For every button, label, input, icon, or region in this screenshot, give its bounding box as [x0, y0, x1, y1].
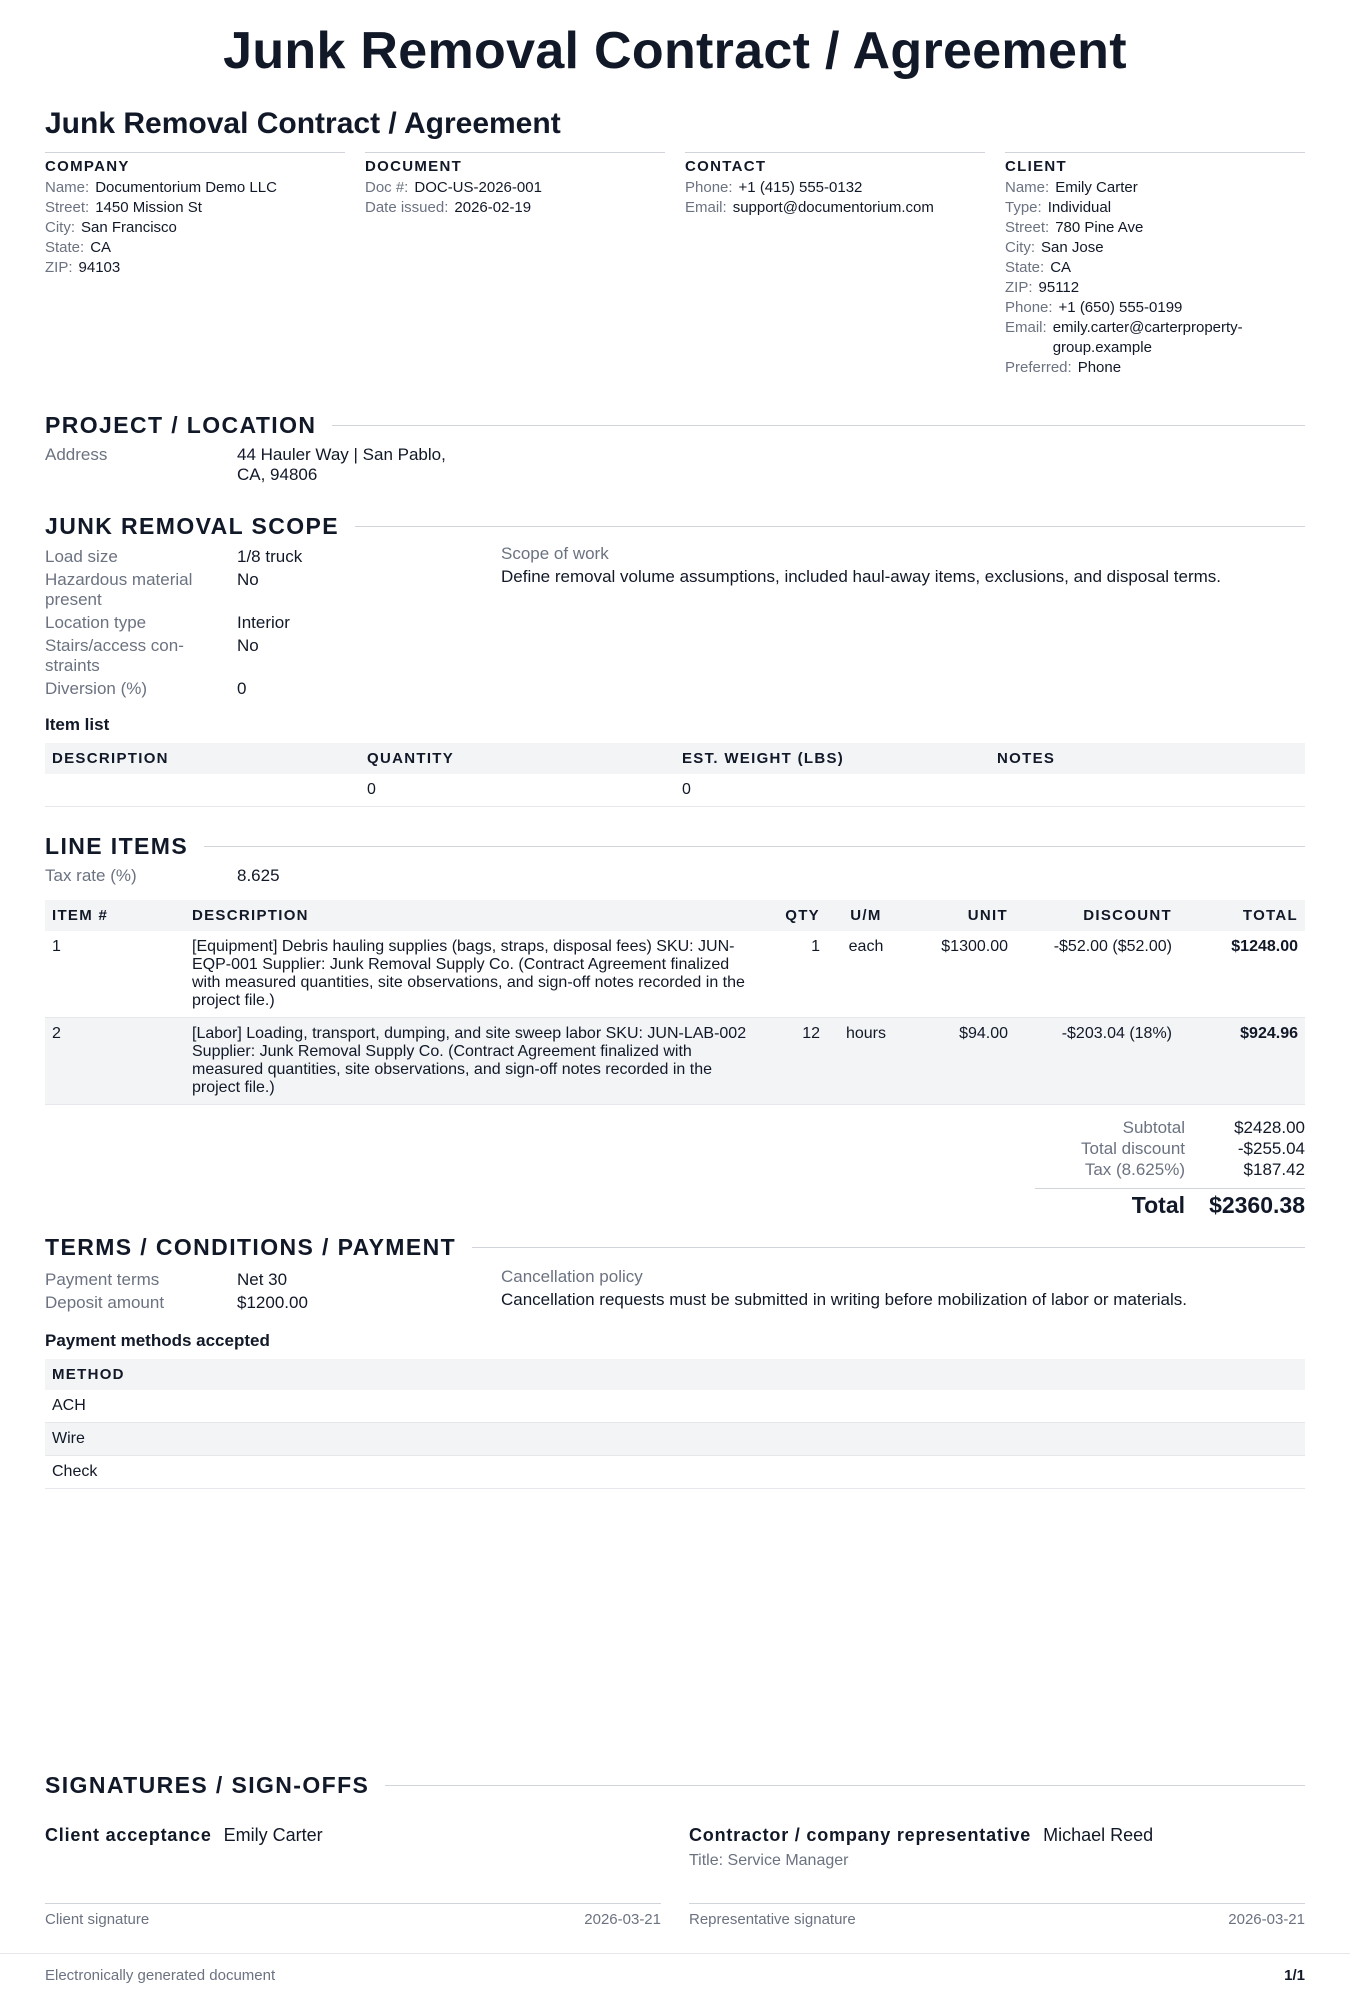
section-divider [355, 526, 1305, 527]
client-city: City: San Jose [1005, 239, 1104, 256]
company-name: Name: Documentorium Demo LLC [45, 179, 277, 196]
scope-field-list [45, 544, 501, 699]
representative-signature-footer [689, 1911, 1305, 1928]
col-item-number: ITEM # [45, 900, 185, 931]
scope-field-diversion: Diversion (%) 0 [45, 679, 247, 698]
line-item-um: each [827, 931, 905, 1018]
scope-fields [45, 544, 1305, 699]
client-block [1005, 152, 1305, 378]
scope-of-work-text: Define removal volume assumptions, included haul-away items, exclusions, and disposal terms. [501, 567, 1222, 586]
payment-method: Check [45, 1456, 1305, 1489]
scope-heading: JUNK REMOVAL SCOPE [45, 513, 340, 539]
footer-divider [0, 1953, 1350, 1954]
col-um: U/M [827, 900, 905, 931]
document-block [365, 152, 665, 378]
payment-methods-heading: Payment methods accepted [45, 1331, 270, 1350]
representative-signature-line[interactable] [689, 1903, 1305, 1904]
page-footer [45, 1967, 1305, 1984]
deposit-amount-row: Deposit amount $1200.00 [45, 1293, 308, 1312]
cancellation-policy-text: Cancellation requests must be submitted in writing before mobilization of labor or materials. [501, 1290, 1187, 1309]
line-item-total: $924.96 [1179, 1018, 1305, 1105]
payment-method: Wire [45, 1423, 1305, 1456]
client-state: State: CA [1005, 259, 1072, 276]
document-date-issued: Date issued: 2026-02-19 [365, 199, 532, 216]
col-method: METHOD [45, 1359, 1305, 1390]
payment-terms-row: Payment terms Net 30 [45, 1270, 288, 1289]
line-item-unit: $94.00 [905, 1018, 1015, 1105]
company-heading: COMPANY [45, 158, 130, 175]
line-items-table [45, 900, 1305, 1105]
line-item-description: [Labor] Loading, transport, dumping, and site sweep labor SKU: JUN-LAB-002 Supplier: Junk Removal Supply Co. (Contract Agreement finalized with measured quantities, site observations, and sign-off notes recorded in the project file.) [185, 1018, 767, 1105]
section-divider [204, 846, 1305, 847]
client-signature-date: 2026-03-21 [584, 1911, 661, 1928]
tax-rate-label: Tax rate (%) [45, 866, 137, 885]
scope-field-hazardous: Hazardous material present No [45, 570, 259, 609]
grand-total-row: Total $2360.38 [1035, 1188, 1305, 1216]
client-email: Email: emily.carter@carterproperty-group.example [1005, 319, 1243, 356]
page-number: 1/1 [1284, 1967, 1305, 1984]
scope-field-stairs-access: Stairs/access con-straints No [45, 636, 259, 675]
signature-columns [45, 1825, 1305, 1929]
col-qty: QTY [767, 900, 827, 931]
document-number: Doc #: DOC-US-2026-001 [365, 179, 542, 196]
client-acceptance-header [45, 1825, 661, 1846]
signatures-heading: SIGNATURES / SIGN-OFFS [45, 1772, 370, 1798]
table-row [45, 931, 1305, 1018]
line-item-unit: $1300.00 [905, 931, 1015, 1018]
client-street: Street: 780 Pine Ave [1005, 219, 1144, 236]
company-street: Street: 1450 Mission St [45, 199, 202, 216]
client-signer-name: Emily Carter [223, 1825, 323, 1845]
item-list-heading: Item list [45, 715, 110, 734]
footer-note: Electronically generated document [45, 1967, 276, 1984]
document-heading: DOCUMENT [365, 158, 463, 175]
tax-rate-value: 8.625 [237, 866, 280, 885]
client-preferred: Preferred: Phone [1005, 359, 1122, 376]
signatures-block [45, 1772, 1305, 1929]
scope-section-header [45, 513, 1305, 540]
line-item-number: 2 [45, 1018, 185, 1105]
project-address-row [45, 445, 1305, 485]
header-info-grid [45, 152, 1305, 378]
table-row [45, 1390, 1305, 1423]
line-item-description: [Equipment] Debris hauling supplies (bags, straps, disposal fees) SKU: JUN-EQP-001 Supplier: Junk Removal Supply Co. (Contract Agreement finalized with measured quantities, site observations, and sign-off notes recorded in the project file.) [185, 931, 767, 1018]
terms-heading: TERMS / CONDITIONS / PAYMENT [45, 1234, 457, 1260]
client-zip: ZIP: 95112 [1005, 279, 1080, 296]
line-item-discount: -$203.04 (18%) [1015, 1018, 1179, 1105]
document-subtitle: Junk Removal Contract / Agreement [45, 107, 561, 140]
tax-row: Tax (8.625%) $187.42 [1084, 1160, 1305, 1179]
company-state: State: CA [45, 239, 112, 256]
table-row [45, 1456, 1305, 1489]
terms-field-list [45, 1267, 501, 1313]
cancellation-policy-label: Cancellation policy [501, 1267, 643, 1286]
line-item-um: hours [827, 1018, 905, 1105]
table-row [45, 1018, 1305, 1105]
section-divider [472, 1247, 1305, 1248]
item-weight: 0 [675, 774, 990, 807]
payment-method: ACH [45, 1390, 1305, 1423]
company-block [45, 152, 345, 378]
client-signature-footer [45, 1911, 661, 1928]
line-items-heading: LINE ITEMS [45, 833, 189, 859]
contractor-signer-name: Michael Reed [1043, 1825, 1154, 1845]
item-list-table [45, 743, 1305, 807]
tax-rate-row [45, 866, 1305, 886]
client-acceptance-label: Client acceptance [45, 1825, 212, 1845]
client-phone: Phone: +1 (650) 555-0199 [1005, 299, 1183, 316]
contractor-signature-block [689, 1825, 1305, 1929]
col-discount: DISCOUNT [1015, 900, 1179, 931]
company-zip: ZIP: 94103 [45, 259, 121, 276]
col-notes: NOTES [990, 743, 1305, 774]
client-type: Type: Individual [1005, 199, 1112, 216]
document-page [45, 0, 1305, 2000]
project-section-header [45, 412, 1305, 439]
line-item-discount: -$52.00 ($52.00) [1015, 931, 1179, 1018]
contact-block [685, 152, 985, 378]
subtotal-row: Subtotal $2428.00 [1122, 1118, 1305, 1137]
section-divider [332, 425, 1305, 426]
line-item-qty: 12 [767, 1018, 827, 1105]
line-item-total: $1248.00 [1179, 931, 1305, 1018]
contractor-title: Title: Service Manager [689, 1852, 849, 1869]
totals-block [1035, 1117, 1305, 1216]
item-quantity: 0 [360, 774, 675, 807]
contractor-header [689, 1825, 1305, 1846]
address-value: 44 Hauler Way | San Pablo, CA, 94806 [237, 445, 446, 484]
company-city: City: San Francisco [45, 219, 177, 236]
signatures-section-header [45, 1772, 1305, 1799]
item-notes [990, 774, 1305, 807]
payment-methods-table [45, 1359, 1305, 1489]
scope-field-load-size: Load size 1/8 truck [45, 547, 303, 566]
scope-field-location-type: Location type Interior [45, 613, 290, 632]
col-total: TOTAL [1179, 900, 1305, 931]
client-name: Name: Emily Carter [1005, 179, 1138, 196]
contact-heading: CONTACT [685, 158, 767, 175]
contractor-label: Contractor / company representative [689, 1825, 1032, 1845]
client-signature-block [45, 1825, 661, 1929]
representative-signature-label: Representative signature [689, 1911, 856, 1928]
scope-of-work-label: Scope of work [501, 544, 609, 563]
document-title: Junk Removal Contract / Agreement [223, 22, 1127, 80]
scope-of-work [501, 544, 1305, 699]
client-signature-label: Client signature [45, 1911, 150, 1928]
cancellation-policy [501, 1267, 1305, 1313]
line-items-section-header [45, 833, 1305, 860]
terms-fields [45, 1267, 1305, 1313]
project-heading: PROJECT / LOCATION [45, 412, 317, 438]
item-description [45, 774, 360, 807]
representative-signature-date: 2026-03-21 [1228, 1911, 1305, 1928]
contact-phone: Phone: +1 (415) 555-0132 [685, 179, 863, 196]
table-row [45, 1423, 1305, 1456]
col-quantity: QUANTITY [360, 743, 675, 774]
col-unit: UNIT [905, 900, 1015, 931]
contact-email: Email: support@documentorium.com [685, 199, 934, 216]
line-item-number: 1 [45, 931, 185, 1018]
address-label: Address [45, 445, 108, 464]
col-description: DESCRIPTION [45, 743, 360, 774]
terms-section-header [45, 1234, 1305, 1261]
line-item-qty: 1 [767, 931, 827, 1018]
col-est-weight: EST. WEIGHT (LBS) [675, 743, 990, 774]
client-heading: CLIENT [1005, 158, 1067, 175]
col-description: DESCRIPTION [185, 900, 767, 931]
section-divider [385, 1785, 1305, 1786]
client-signature-line[interactable] [45, 1903, 661, 1904]
total-discount-row: Total discount -$255.04 [1081, 1139, 1305, 1158]
table-row [45, 774, 1305, 807]
